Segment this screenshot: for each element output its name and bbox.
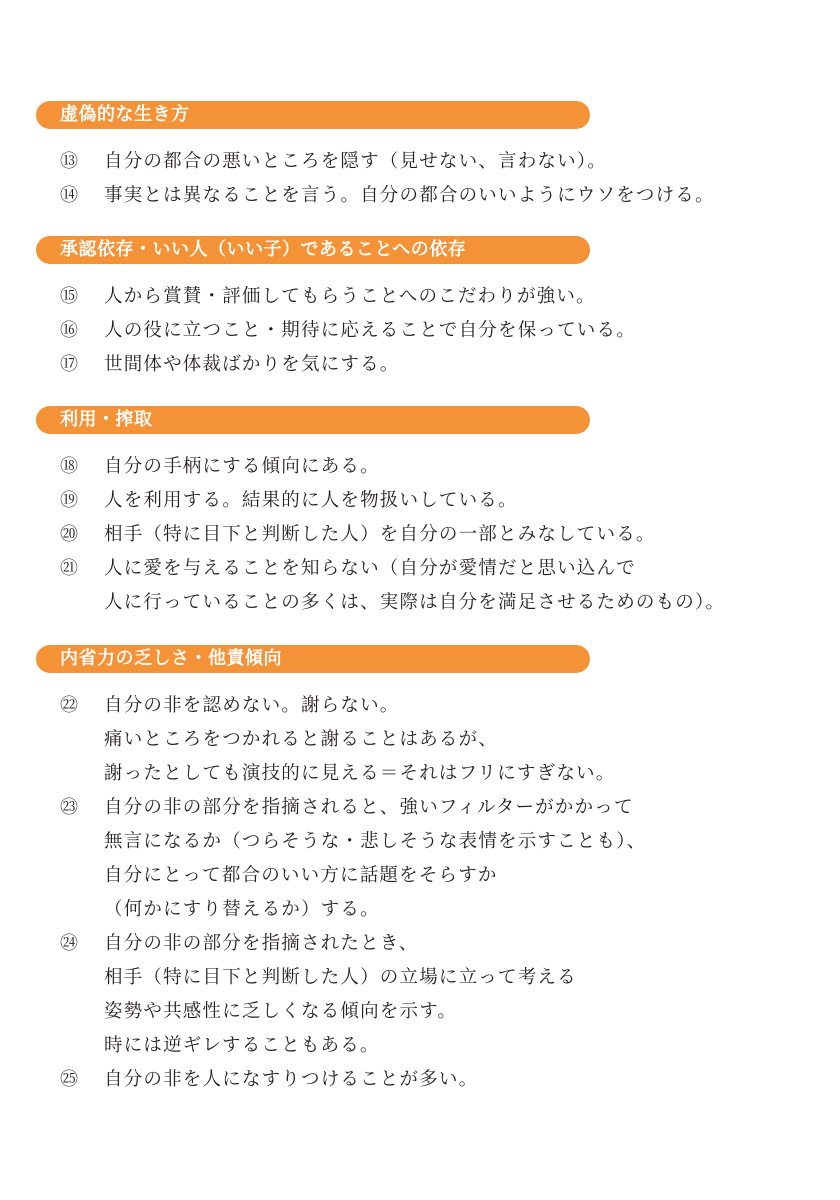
item-number: ⑮: [60, 286, 78, 307]
section-header: 承認依存・いい人（いい子）であることへの依存: [36, 236, 590, 264]
item-text-line: 自分の非を認めない。謝らない。: [104, 695, 400, 716]
item-number: ㉓: [60, 797, 78, 818]
item-number: ⑱: [60, 456, 78, 477]
item-text-line: 自分の非の部分を指摘されたとき、: [104, 933, 419, 954]
item-text-line: 姿勢や共感性に乏しくなる傾向を示す。: [104, 1001, 458, 1022]
item-number: ⑭: [60, 185, 78, 206]
item-text-line: 時には逆ギレすることもある。: [104, 1035, 380, 1056]
item-text-line: 自分の手柄にする傾向にある。: [104, 456, 380, 477]
item-number: ⑬: [60, 151, 78, 172]
item-text-line: 人から賞賛・評価してもらうことへのこだわりが強い。: [104, 286, 596, 307]
item-number: ⑳: [60, 524, 78, 545]
item-text-line: 自分の非の部分を指摘されると、強いフィルターがかかって: [104, 797, 634, 818]
item-text-line: 世間体や体裁ばかりを気にする。: [104, 354, 400, 375]
item-text-line: 人を利用する。結果的に人を物扱いしている。: [104, 490, 518, 511]
item-number: ㉑: [60, 558, 78, 579]
item-number: ㉕: [60, 1069, 78, 1090]
item-text-line: 痛いところをつかれると謝ることはあるが、: [104, 729, 499, 750]
item-text-line: （何かにすり替えるか）する。: [104, 899, 380, 920]
item-number: ㉒: [60, 695, 78, 716]
section-header: 利用・搾取: [36, 406, 590, 434]
section-header: 内省力の乏しさ・他責傾向: [36, 645, 590, 673]
item-text-line: 自分の非を人になすりつけることが多い。: [104, 1069, 479, 1090]
item-text-line: 謝ったとしても演技的に見える＝それはフリにすぎない。: [104, 763, 616, 784]
item-number: ⑯: [60, 320, 78, 341]
item-text-line: 自分の都合の悪いところを隠す（見せない、言わない）。: [104, 151, 607, 172]
item-text-line: 人の役に立つこと・期待に応えることで自分を保っている。: [104, 320, 636, 341]
item-number: ⑲: [60, 490, 78, 511]
item-text-line: 事実とは異なることを言う。自分の都合のいいようにウソをつける。: [104, 185, 715, 206]
item-number: ⑰: [60, 354, 78, 375]
item-text-line: 相手（特に目下と判断した人）を自分の一部とみなしている。: [104, 524, 656, 545]
item-text-line: 自分にとって都合のいい方に話題をそらすか: [104, 865, 498, 886]
item-text-line: 人に行っていることの多くは、実際は自分を満足させるためのもの）。: [104, 592, 726, 613]
item-text-line: 人に愛を与えることを知らない（自分が愛情だと思い込んで: [104, 558, 636, 579]
section-header: 虚偽的な生き方: [36, 101, 590, 129]
item-text-line: 相手（特に目下と判断した人）の立場に立って考える: [104, 967, 577, 988]
item-number: ㉔: [60, 933, 78, 954]
item-text-line: 無言になるか（つらそうな・悲しそうな表情を示すことも）、: [104, 831, 647, 852]
